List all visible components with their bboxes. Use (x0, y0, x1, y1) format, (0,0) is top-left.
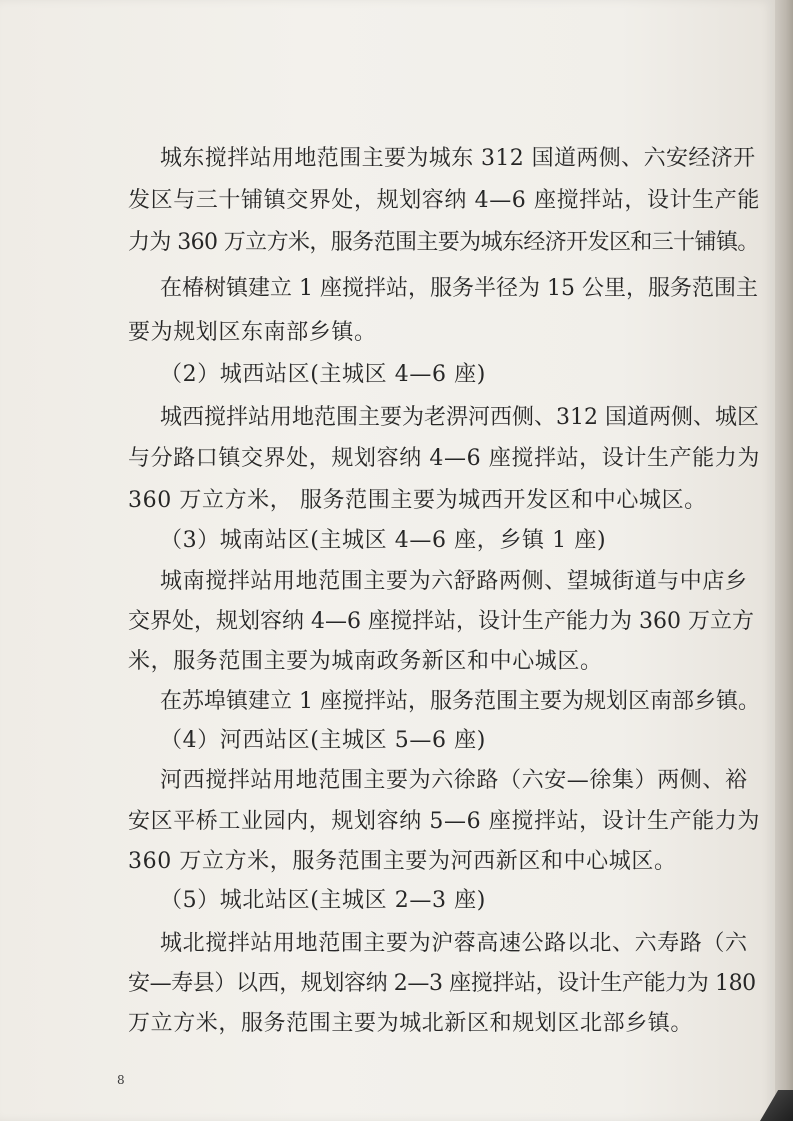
body-text-line: 河西搅拌站用地范围主要为六徐路（六安—徐集）两侧、裕 (160, 768, 748, 793)
body-text-line: 城西搅拌站用地范围主要为老淠河西侧、312 国道两侧、城区 (160, 405, 759, 430)
section-heading: （5）城北站区(主城区 2—3 座) (160, 888, 486, 913)
body-text-line: 交界处，规划容纳 4—6 座搅拌站，设计生产能力为 360 万立方 (128, 609, 754, 634)
body-text-line: 城北搅拌站用地范围主要为沪蓉高速公路以北、六寿路（六 (160, 931, 748, 956)
body-text-line: 在苏埠镇建立 1 座搅拌站，服务范围主要为规划区南部乡镇。 (160, 689, 760, 714)
body-text-line: 力为 360 万立方米，服务范围主要为城东经济开发区和三十铺镇。 (128, 230, 759, 255)
section-heading: （4）河西站区(主城区 5—6 座) (160, 728, 486, 753)
body-text-line: 安—寿县）以西，规划容纳 2—3 座搅拌站，设计生产能力为 180 (128, 971, 756, 996)
body-text-line: 在椿树镇建立 1 座搅拌站，服务半径为 15 公里，服务范围主 (160, 276, 758, 301)
body-text-line: 安区平桥工业园内，规划容纳 5—6 座搅拌站，设计生产能力为 (128, 809, 760, 834)
section-heading: （3）城南站区(主城区 4—6 座，乡镇 1 座) (160, 528, 607, 553)
body-text-line: 米，服务范围主要为城南政务新区和中心城区。 (128, 649, 603, 674)
section-heading: （2）城西站区(主城区 4—6 座) (160, 362, 486, 387)
body-text-line: 要为规划区东南部乡镇。 (128, 320, 377, 345)
binding-edge (775, 0, 793, 1121)
body-text-line: 360 万立方米， 服务范围主要为城西开发区和中心城区。 (128, 488, 707, 513)
page-number: 8 (117, 1073, 125, 1087)
body-text-line: 发区与三十铺镇交界处，规划容纳 4—6 座搅拌站，设计生产能 (128, 188, 760, 213)
body-text-line: 万立方米，服务范围主要为城北新区和规划区北部乡镇。 (128, 1011, 694, 1036)
body-text-line: 城东搅拌站用地范围主要为城东 312 国道两侧、六安经济开 (160, 146, 756, 171)
body-text-line: 与分路口镇交界处，规划容纳 4—6 座搅拌站，设计生产能力为 (128, 446, 760, 471)
body-text-line: 360 万立方米，服务范围主要为河西新区和中心城区。 (128, 849, 677, 874)
body-text-line: 城南搅拌站用地范围主要为六舒路两侧、望城街道与中店乡 (160, 569, 748, 594)
